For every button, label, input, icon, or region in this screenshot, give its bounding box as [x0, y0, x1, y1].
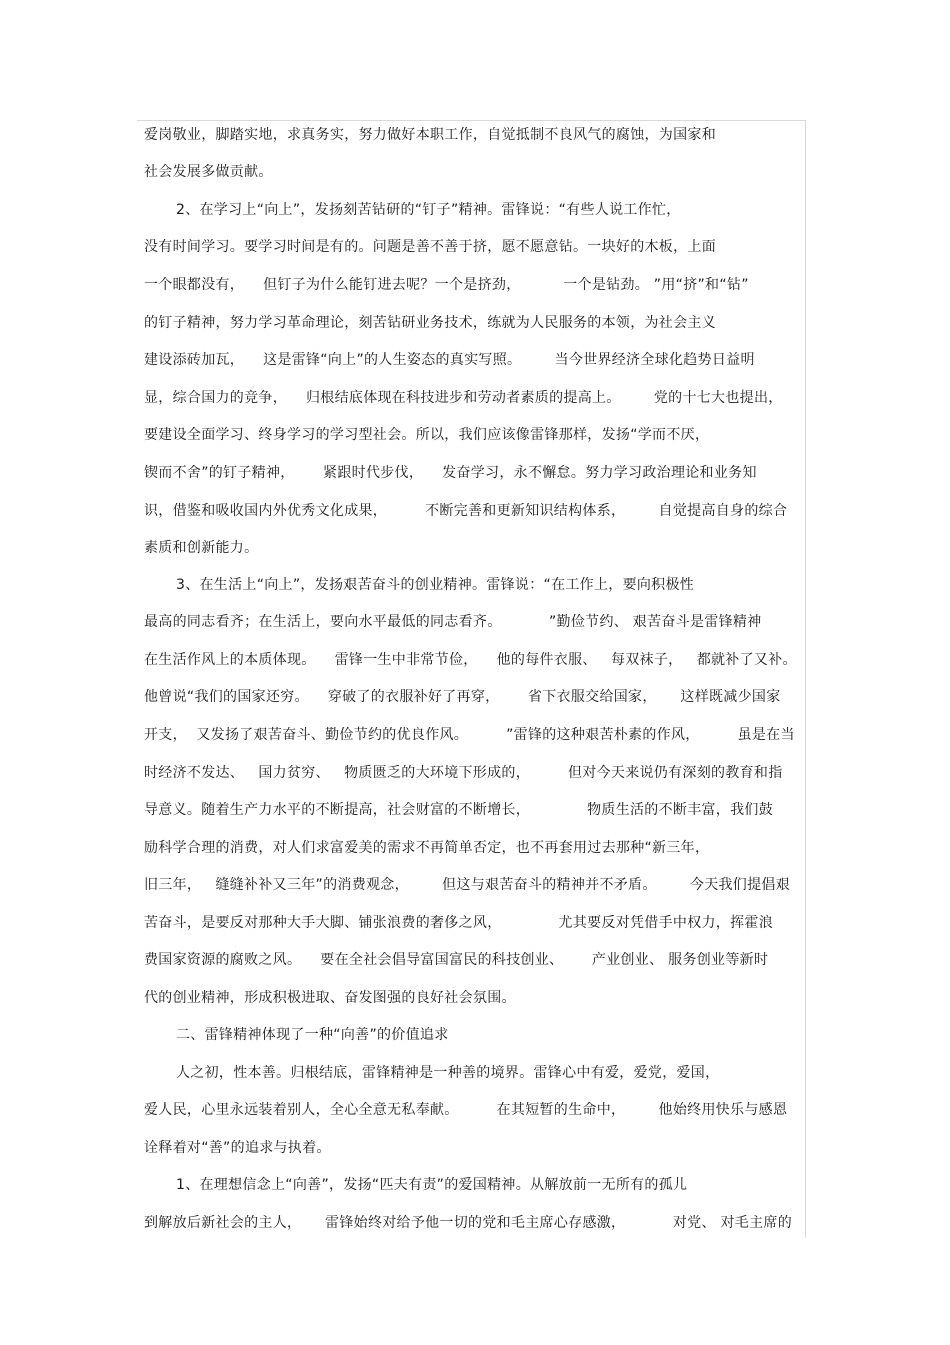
text-line: 在生活作风上的本质体现。 雷锋一生中非常节俭， 他的每件衣服、 每双袜子， 都就补了又补。: [144, 652, 797, 668]
text-line: 显，综合国力的竞争， 归根结底体现在科技进步和劳动者素质的提高上。 党的十七大也提出，: [144, 390, 783, 406]
text-line: 最高的同志看齐；在生活上，要向水平最低的同志看齐。 ”勤俭节约、 艰苦奋斗是雷锋精神: [144, 614, 762, 630]
text-line: 爱岗敬业，脚踏实地，求真务实，努力做好本职工作，自觉抵制不良风气的腐蚀，为国家和: [144, 127, 716, 143]
text-line: 到解放后新社会的主人， 雷锋始终对给予他一切的党和毛主席心存感激， 对党、 对毛主席的: [144, 1215, 792, 1231]
text-line: 时经济不发达、 国力贫穷、 物质匮乏的大环境下形成的， 但对今天来说仍有深刻的教育和指: [144, 765, 783, 781]
text-line: 社会发展多做贡献。: [144, 164, 273, 180]
text-line: 识，借鉴和吸收国内外优秀文化成果， 不断完善和更新知识结构体系， 自觉提高自身的综合: [144, 503, 788, 519]
text-line: 没有时间学习。要学习时间是有的。问题是善不善于挤，愿不愿意钻。一块好的木板，上面: [144, 239, 716, 255]
text-line: 2、在学习上“向上”，发扬刻苦钻研的“钉子”精神。雷锋说：“有些人说工作忙，: [176, 202, 681, 218]
text-line: 他曾说“我们的国家还穷。 穿破了的衣服补好了再穿， 省下衣服交给国家， 这样既减少国家: [144, 689, 781, 705]
text-line: 3、在生活上“向上”，发扬艰苦奋斗的创业精神。雷锋说：“在工作上，要向积极性: [176, 577, 695, 593]
text-line: 锲而不舍”的钉子精神， 紧跟时代步伐， 发奋学习，永不懈怠。努力学习政治理论和业务知: [144, 465, 757, 481]
text-line: 费国家资源的腐败之风。 要在全社会倡导富国富民的科技创业、 产业创业、 服务创业等新时: [144, 952, 769, 968]
text-line: 旧三年， 缝缝补补又三年”的消费观念， 但这与艰苦奋斗的精神并不矛盾。 今天我们提倡艰: [144, 877, 791, 893]
section-heading: 二、雷锋精神体现了一种“向善”的价值追求: [176, 1027, 449, 1043]
text-line: 要建设全面学习、终身学习的学习型社会。所以，我们应该像雷锋那样，发扬“学而不厌，: [144, 427, 710, 443]
text-line: 建设添砖加瓦， 这是雷锋“向上”的人生姿态的真实写照。 当今世界经济全球化趋势日益明: [144, 352, 755, 368]
text-line: 一个眼都没有， 但钉子为什么能钉进去呢？一个是挤劲， 一个是钻劲。 ”用“挤”和“钻”: [144, 277, 749, 293]
text-line: 诠释着对“善”的追求与执着。: [144, 1140, 331, 1156]
text-line: 素质和创新能力。: [144, 540, 259, 556]
text-line: 的钉子精神，努力学习革命理论，刻苦钻研业务技术，练就为人民服务的本领，为社会主义: [144, 315, 716, 331]
text-line: 人之初，性本善。归根结底，雷锋精神是一种善的境界。雷锋心中有爱，爱党，爱国，: [176, 1065, 720, 1081]
text-line: 开支， 又发扬了艰苦奋斗、勤俭节约的优良作风。 ”雷锋的这种艰苦朴素的作风， 虽是在当: [144, 727, 795, 743]
text-line: 励科学合理的消费，对人们求富爱美的需求不再简单否定，也不再套用过去那种“新三年，: [144, 840, 710, 856]
text-line: 代的创业精神，形成积极进取、奋发图强的良好社会氛围。: [144, 990, 516, 1006]
text-line: 苦奋斗，是要反对那种大手大脚、铺张浪费的奢侈之风， 尤其要反对凭借手中权力，挥霍浪: [144, 915, 773, 931]
text-line: 1、在理想信念上“向善”，发扬“匹夫有责”的爱国精神。从解放前一无所有的孤儿: [176, 1177, 688, 1193]
text-line: 导意义。随着生产力水平的不断提高，社会财富的不断增长， 物质生活的不断丰富，我们鼓: [144, 802, 773, 818]
text-line: 爱人民，心里永远装着别人，全心全意无私奉献。 在其短暂的生命中， 他始终用快乐与感恩: [144, 1102, 788, 1118]
